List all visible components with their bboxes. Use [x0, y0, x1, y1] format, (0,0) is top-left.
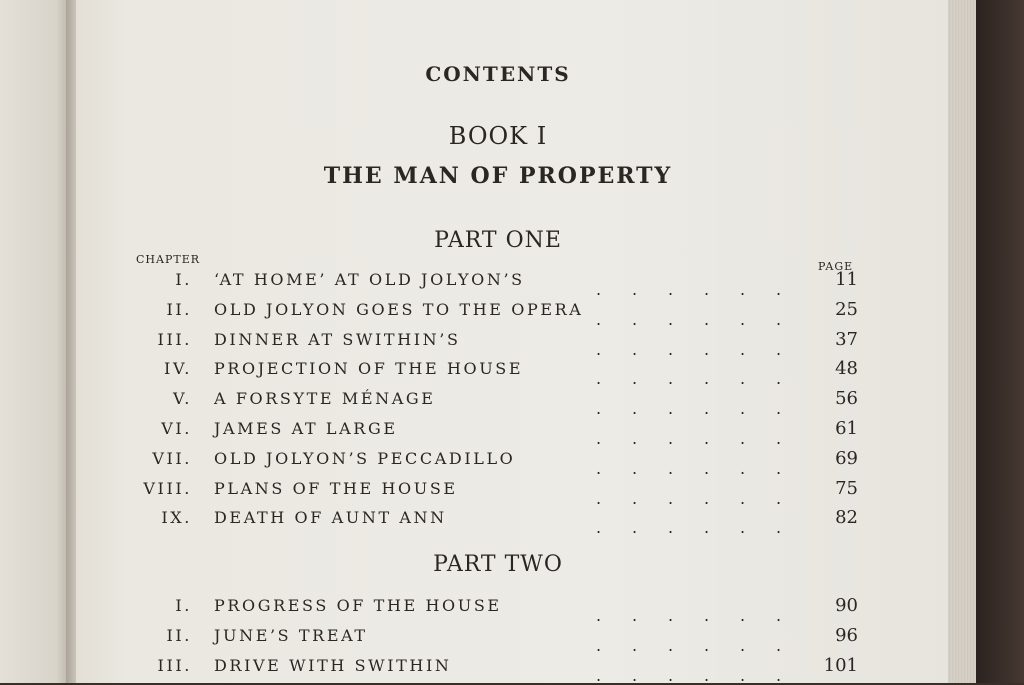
chapter-title: DEATH OF AUNT ANN: [214, 508, 447, 528]
leader-dot: .: [776, 518, 784, 538]
leader-dot: .: [668, 369, 676, 389]
leader-dot: .: [596, 339, 604, 359]
chapter-page-number: 101: [823, 655, 858, 676]
leader-dot: .: [776, 309, 784, 329]
leader-dot: .: [668, 339, 676, 359]
leader-dot: .: [632, 339, 640, 359]
chapter-page-number: 82: [835, 507, 858, 529]
chapter-row: [76, 300, 950, 328]
leader-dot: .: [740, 399, 748, 419]
chapter-title: OLD JOLYON GOES TO THE OPERA: [214, 299, 584, 319]
leader-dot: .: [740, 280, 748, 299]
chapter-number: VII.: [152, 448, 192, 468]
leader-dot: .: [740, 309, 748, 329]
contents-heading: CONTENTS: [425, 62, 571, 86]
leader-dot: .: [776, 280, 784, 299]
leader-dot: .: [740, 488, 748, 508]
leader-dot: .: [704, 369, 712, 389]
leader-dot: .: [668, 666, 676, 685]
chapter-number: VI.: [161, 419, 192, 438]
chapter-number: I.: [175, 270, 192, 289]
dot-leader: [76, 508, 950, 536]
leader-dot: .: [704, 606, 712, 625]
chapter-page-number: 90: [835, 595, 858, 616]
leader-dot: .: [776, 636, 784, 655]
leader-dot: .: [668, 429, 676, 448]
leader-dot: .: [668, 309, 676, 329]
leader-dot: .: [776, 369, 784, 389]
chapter-page-number: 11: [835, 269, 858, 290]
leader-dot: .: [632, 518, 640, 538]
leader-dot: .: [668, 488, 676, 508]
leader-dot: .: [704, 458, 712, 478]
chapter-title: A FORSYTE MÉNAGE: [214, 389, 436, 409]
chapter-row: [76, 508, 950, 536]
chapter-row: [76, 656, 950, 684]
chapter-row: [76, 359, 950, 387]
page-column-label: PAGE: [818, 260, 854, 273]
leader-dot: .: [704, 339, 712, 359]
chapter-page-number: 69: [835, 447, 858, 469]
left-page: [0, 0, 70, 683]
chapter-row: [76, 626, 950, 654]
leader-dot: .: [740, 369, 748, 389]
leader-dot: .: [704, 399, 712, 419]
chapter-row: [76, 479, 950, 507]
book-subtitle: THE MAN OF PROPERTY: [323, 163, 673, 189]
chapter-page-number: 61: [835, 418, 858, 439]
leader-dot: .: [740, 458, 748, 478]
chapter-row: [76, 330, 950, 358]
chapter-column-label: CHAPTER: [136, 253, 201, 266]
chapter-number: II.: [166, 626, 192, 645]
dot-leader: [76, 330, 950, 358]
leader-dot: .: [632, 458, 640, 478]
leader-dot: .: [632, 369, 640, 389]
contents-page: [76, 0, 950, 683]
chapter-row: [76, 419, 950, 447]
leader-dot: .: [668, 458, 676, 478]
chapter-number: V.: [172, 389, 192, 409]
dot-leader: [76, 596, 950, 624]
leader-dot: .: [704, 636, 712, 655]
page-edges: [948, 0, 978, 683]
leader-dot: .: [776, 488, 784, 508]
leader-dot: .: [704, 429, 712, 448]
leader-dot: .: [740, 429, 748, 448]
chapter-title: OLD JOLYON’S PECCADILLO: [214, 448, 516, 468]
leader-dot: .: [596, 518, 604, 538]
chapter-row: [76, 270, 950, 298]
chapter-title: DRIVE WITH SWITHIN: [214, 656, 452, 675]
leader-dot: .: [596, 458, 604, 478]
leader-dot: .: [596, 399, 604, 419]
part-two-heading: PART TWO: [433, 552, 563, 577]
leader-dot: .: [776, 429, 784, 448]
leader-dot: .: [740, 666, 748, 685]
chapter-row: [76, 449, 950, 477]
leader-dot: .: [704, 518, 712, 538]
chapter-title: PROGRESS OF THE HOUSE: [214, 596, 502, 615]
leader-dot: .: [596, 636, 604, 655]
chapter-number: I.: [175, 596, 192, 615]
dot-leader: [76, 479, 950, 507]
leader-dot: .: [596, 606, 604, 625]
chapter-page-number: 56: [835, 388, 858, 410]
dot-leader: [76, 389, 950, 417]
chapter-page-number: 25: [835, 298, 858, 320]
leader-dot: .: [596, 280, 604, 299]
leader-dot: .: [740, 606, 748, 625]
leader-dot: .: [704, 280, 712, 299]
leader-dot: .: [668, 636, 676, 655]
leader-dot: .: [740, 636, 748, 655]
leader-dot: .: [776, 458, 784, 478]
leader-dot: .: [668, 399, 676, 419]
dot-leader: [76, 656, 950, 684]
leader-dot: .: [704, 309, 712, 329]
leader-dot: .: [632, 636, 640, 655]
leader-dot: .: [596, 429, 604, 448]
chapter-number: VIII.: [143, 478, 192, 498]
leader-dot: .: [776, 666, 784, 685]
leader-dot: .: [632, 666, 640, 685]
chapter-number: IV.: [164, 359, 192, 379]
part-one-heading: PART ONE: [434, 228, 562, 253]
leader-dot: .: [632, 280, 640, 299]
leader-dot: .: [704, 666, 712, 685]
dot-leader: [76, 419, 950, 447]
chapter-title: PLANS OF THE HOUSE: [214, 478, 458, 498]
leader-dot: .: [668, 280, 676, 299]
chapter-number: II.: [166, 299, 192, 319]
leader-dot: .: [632, 488, 640, 508]
leader-dot: .: [596, 369, 604, 389]
table-background: [976, 0, 1024, 683]
chapter-page-number: 96: [835, 625, 858, 646]
leader-dot: .: [668, 606, 676, 625]
leader-dot: .: [596, 309, 604, 329]
leader-dot: .: [776, 399, 784, 419]
chapter-page-number: 75: [835, 477, 858, 499]
chapter-page-number: 37: [835, 328, 858, 350]
leader-dot: .: [632, 606, 640, 625]
chapter-title: DINNER AT SWITHIN’S: [214, 329, 461, 349]
chapter-row: [76, 596, 950, 624]
leader-dot: .: [740, 339, 748, 359]
chapter-title: PROJECTION OF THE HOUSE: [214, 359, 524, 379]
dot-leader: [76, 626, 950, 654]
chapter-row: [76, 389, 950, 417]
chapter-title: JAMES AT LARGE: [214, 419, 398, 438]
book-title: BOOK I: [448, 122, 548, 150]
chapter-number: III.: [157, 656, 192, 675]
chapter-title: JUNE’S TREAT: [214, 626, 368, 645]
chapter-number: III.: [157, 329, 192, 349]
leader-dot: .: [776, 606, 784, 625]
chapter-page-number: 48: [835, 358, 858, 380]
leader-dot: .: [740, 518, 748, 538]
leader-dot: .: [632, 309, 640, 329]
leader-dot: .: [596, 666, 604, 685]
leader-dot: .: [632, 429, 640, 448]
leader-dot: .: [596, 488, 604, 508]
chapter-title: ‘AT HOME’ AT OLD JOLYON’S: [214, 270, 525, 289]
leader-dot: .: [776, 339, 784, 359]
leader-dot: .: [704, 488, 712, 508]
leader-dot: .: [668, 518, 676, 538]
leader-dot: .: [632, 399, 640, 419]
chapter-number: IX.: [161, 508, 192, 528]
